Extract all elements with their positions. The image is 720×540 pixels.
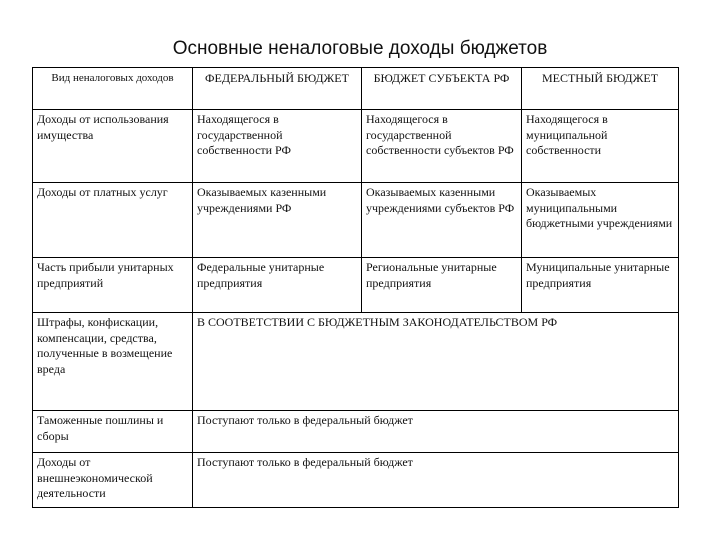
column-header-federal: ФЕДЕРАЛЬНЫЙ БЮДЖЕТ bbox=[193, 68, 362, 110]
table-cell: Федеральные унитарные предприятия bbox=[193, 258, 362, 313]
table-row bbox=[33, 183, 679, 258]
table-row bbox=[33, 453, 679, 508]
column-header-regional: БЮДЖЕТ СУБЪЕКТА РФ bbox=[362, 68, 522, 110]
table-row bbox=[33, 313, 679, 411]
merged-cell: В СООТВЕТСТВИИ С БЮДЖЕТНЫМ ЗАКОНОДАТЕЛЬСТВОМ РФ bbox=[193, 313, 679, 411]
page-title: Основные неналоговые доходы бюджетов bbox=[172, 38, 548, 59]
row-label: Таможенные пошлины и сборы bbox=[33, 411, 193, 453]
table-cell: Находящегося в государственной собственности РФ bbox=[193, 110, 362, 183]
row-label: Доходы от внешнеэкономической деятельности bbox=[33, 453, 193, 508]
revenue-table bbox=[32, 67, 679, 508]
table-row bbox=[33, 258, 679, 313]
table-header-row bbox=[33, 68, 679, 110]
row-label: Доходы от использования имущества bbox=[33, 110, 193, 183]
table-row bbox=[33, 110, 679, 183]
table-cell: Оказываемых казенными учреждениями РФ bbox=[193, 183, 362, 258]
table-cell: Оказываемых муниципальными бюджетными учреждениями bbox=[522, 183, 679, 258]
merged-cell: Поступают только в федеральный бюджет bbox=[193, 453, 679, 508]
merged-cell: Поступают только в федеральный бюджет bbox=[193, 411, 679, 453]
row-label: Доходы от платных услуг bbox=[33, 183, 193, 258]
table-cell: Муниципальные унитарные предприятия bbox=[522, 258, 679, 313]
column-header-local: МЕСТНЫЙ БЮДЖЕТ bbox=[522, 68, 679, 110]
column-header-type: Вид неналоговых доходов bbox=[33, 68, 193, 110]
row-label: Часть прибыли унитарных предприятий bbox=[33, 258, 193, 313]
table-cell: Региональные унитарные предприятия bbox=[362, 258, 522, 313]
table-row bbox=[33, 411, 679, 453]
table-cell: Находящегося в муниципальной собственности bbox=[522, 110, 679, 183]
row-label: Штрафы, конфискации, компенсации, средства, полученные в возмещение вреда bbox=[33, 313, 193, 411]
table-cell: Оказываемых казенными учреждениями субъектов РФ bbox=[362, 183, 522, 258]
table-cell: Находящегося в государственной собственности субъектов РФ bbox=[362, 110, 522, 183]
